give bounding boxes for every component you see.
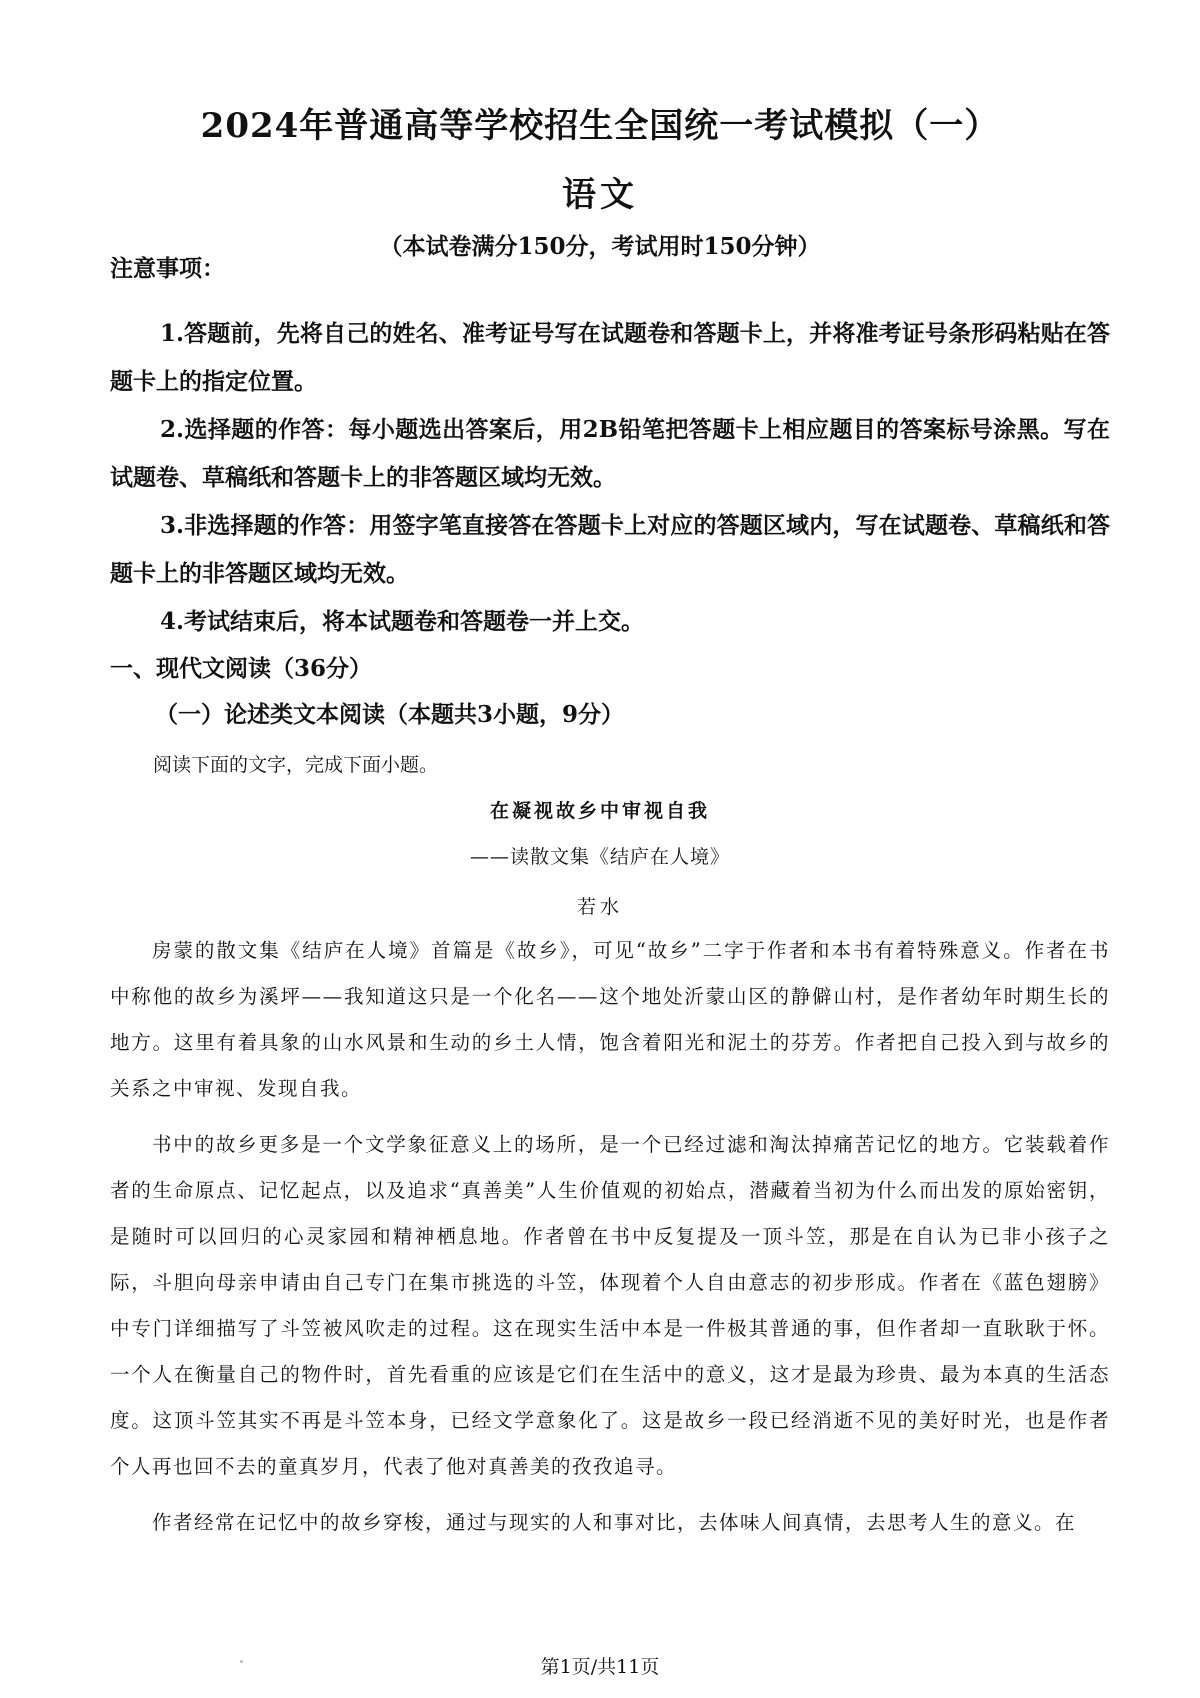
exam-info: （本试卷满分150分，考试用时150分钟） xyxy=(379,233,821,260)
section-heading: 一、现代文阅读（36分） xyxy=(110,655,373,682)
notice-item: 1.答题前，先将自己的姓名、准考证号写在试题卷和答题卡上，并将准考证号条形码粘贴在答题卡上的指定位置。 xyxy=(110,320,1110,395)
article-author: 若水 xyxy=(576,896,623,918)
subject-title: 语文 xyxy=(562,175,638,215)
page-number: 第1页/共11页 xyxy=(540,1656,660,1678)
exam-title: 2024年普通高等学校招生全国统一考试模拟（一） xyxy=(200,106,1000,146)
reading-instruction: 阅读下面的文字，完成下面小题。 xyxy=(153,754,439,776)
notice-item: 3.非选择题的作答：用签字笔直接答在答题卡上对应的答题区域内，写在试题卷、草稿纸和答题卡上的非答题区域均无效。 xyxy=(110,512,1110,587)
article-paragraph: 作者经常在记忆中的故乡穿梭，通过与现实的人和事对比，去体味人间真情，去思考人生的意义。在 xyxy=(152,1511,1077,1534)
article-paragraph: 书中的故乡更多是一个文学象征意义上的场所，是一个已经过滤和淘汰掉痛苦记忆的地方。它装载着作者的生命原点、记忆起点，以及追求“真善美”人生价值观的初始点，潜藏着当初为什么而出发的原始密钥，是随时可以回归的心灵家园和精神栖息地。作者曾在书中反复提及一顶斗笠，那是在自认为已非小孩子之际，斗胆向母亲申请由自己专门在集市挑选的斗笠，体现着个人自由意志的初步形成。作者在《蓝色翅膀》中专门详细描写了斗笠被风吹走的过程。这在现实生活中本是一件极其普通的事，但作者却一直耿耿于怀。一个人在衡量自己的物件时，首先看重的应该是它们在生活中的意义，这才是最为珍贵、最为本真的生活态度。这顶斗笠其实不再是斗笠本身，已经文学意象化了。这是故乡一段已经消逝不见的美好时光，也是作者个人再也回不去的童真岁月，代表了他对真善美的孜孜追寻。 xyxy=(110,1133,1110,1478)
notice-item: 4.考试结束后，将本试题卷和答题卷一并上交。 xyxy=(160,608,645,635)
article-paragraph: 房蒙的散文集《结庐在人境》首篇是《故乡》，可见“故乡”二字于作者和本书有着特殊意义。作者在书中称他的故乡为溪坪——我知道这只是一个化名——这个地处沂蒙山区的静僻山村，是作者幼年时期生长的地方。这里有着具象的山水风景和生动的乡土人情，饱含着阳光和泥土的芬芳。作者把自己投入到与故乡的关系之中审视、发现自我。 xyxy=(110,939,1110,1100)
notice-list xyxy=(110,310,1110,646)
article-body xyxy=(110,928,1110,1556)
notice-item: 2.选择题的作答：每小题选出答案后，用2B铅笔把答题卡上相应题目的答案标号涂黑。写在试题卷、草稿纸和答题卡上的非答题区域均无效。 xyxy=(110,416,1110,491)
article-subtitle: ——读散文集《结庐在人境》 xyxy=(469,846,730,868)
notice-heading: 注意事项： xyxy=(110,255,225,282)
subsection-heading: （一）论述类文本阅读（本题共3小题，9分） xyxy=(155,701,625,728)
article-title: 在凝视故乡中审视自我 xyxy=(489,800,710,822)
